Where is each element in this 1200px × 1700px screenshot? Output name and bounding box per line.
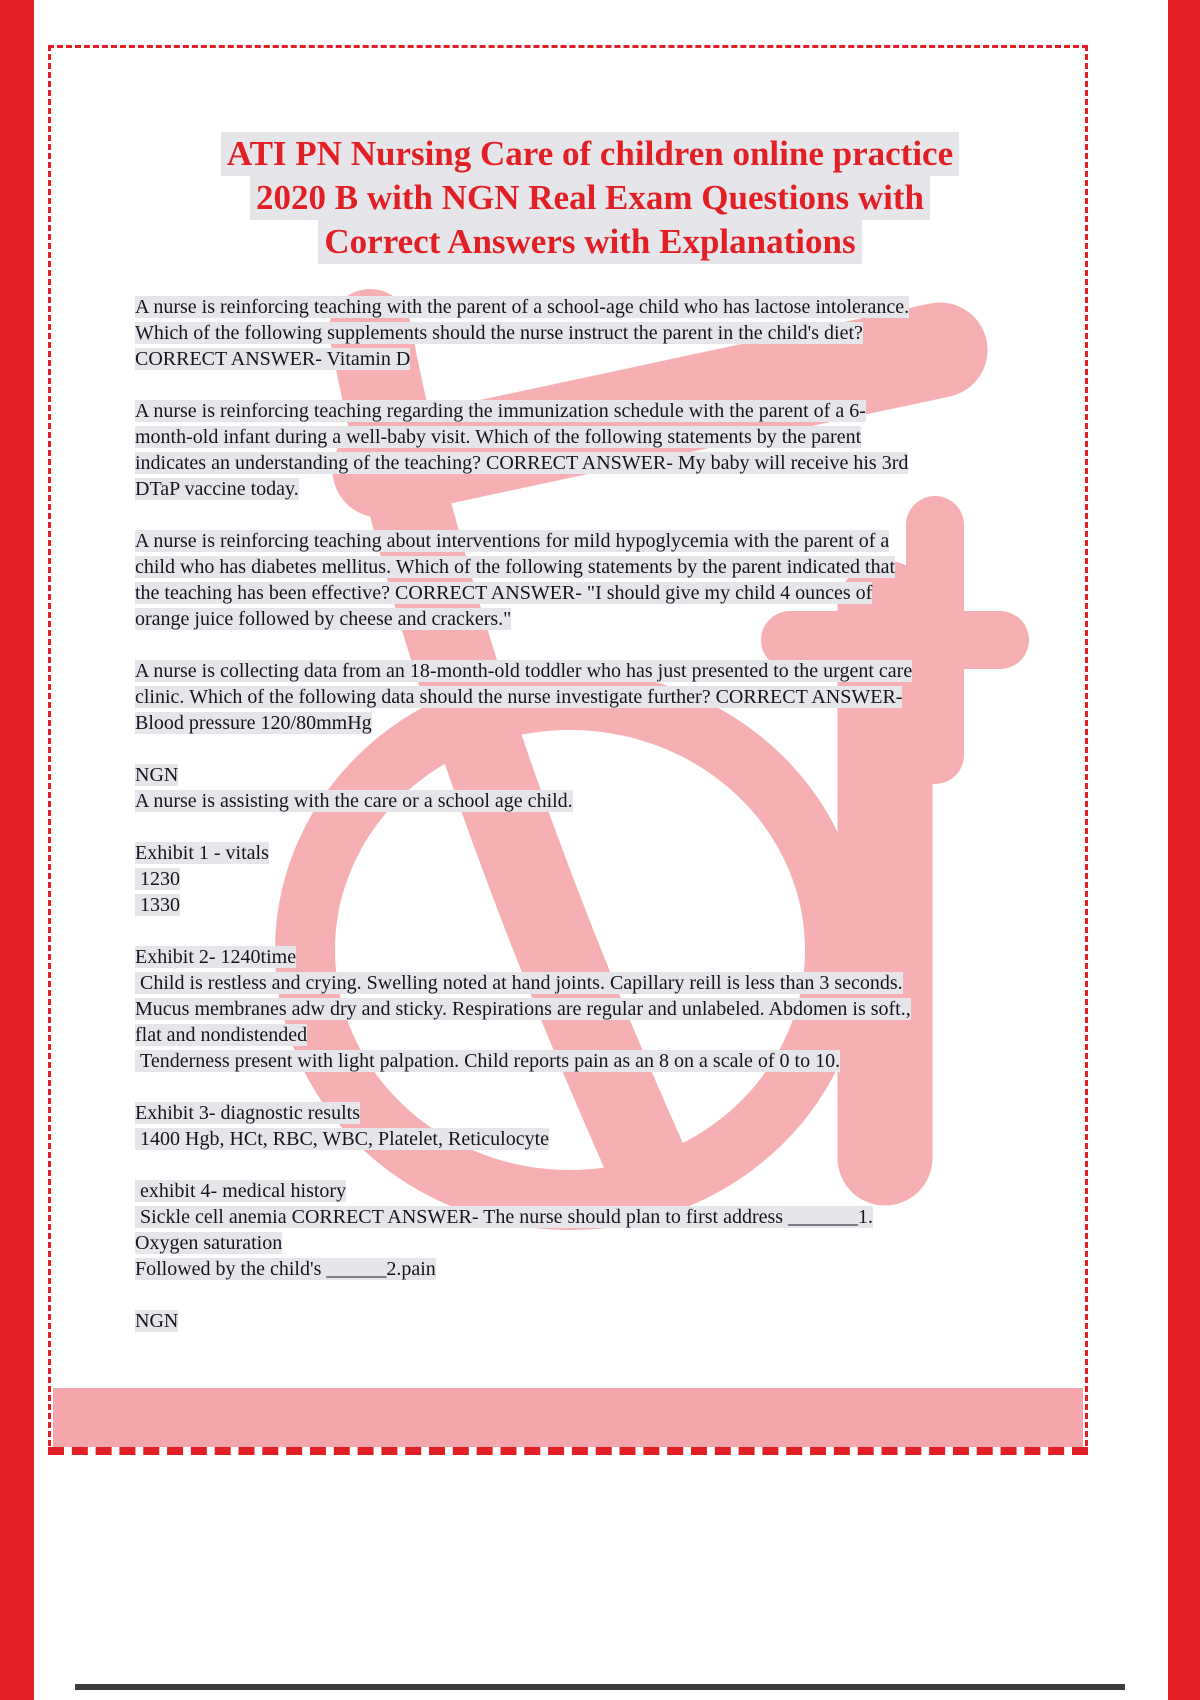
paragraph <box>135 944 1045 1074</box>
text-line: NGN <box>135 764 179 786</box>
text-line-row <box>135 1126 1045 1152</box>
text-line-row <box>135 450 1045 476</box>
text-line-row <box>135 320 1045 346</box>
text-line: A nurse is reinforcing teaching with the parent of a school-age child who has lactose intolerance. <box>135 296 910 318</box>
text-line-row <box>135 996 1045 1022</box>
title-line: Correct Answers with Explanations <box>318 220 861 264</box>
text-line-row <box>135 944 1045 970</box>
text-line: Followed by the child's ______2.pain <box>135 1258 436 1280</box>
text-line: Exhibit 2- 1240time <box>135 946 297 968</box>
text-line-row <box>135 346 1045 372</box>
text-line-row <box>135 1256 1045 1282</box>
text-line: Mucus membranes adw dry and sticky. Respirations are regular and unlabeled. Abdomen is soft., <box>135 998 911 1020</box>
text-line: Exhibit 3- diagnostic results <box>135 1102 360 1124</box>
text-line-row <box>135 1048 1045 1074</box>
text-line: A nurse is collecting data from an 18-month-old toddler who has just presented to the urgent care <box>135 660 913 682</box>
title-line: 2020 B with NGN Real Exam Questions with <box>250 176 930 220</box>
text-line-row <box>135 554 1045 580</box>
text-line: A nurse is reinforcing teaching about interventions for mild hypoglycemia with the parent of a <box>135 530 890 552</box>
text-line: flat and nondistended <box>135 1024 308 1046</box>
paragraph <box>135 658 1045 736</box>
text-line: A nurse is assisting with the care or a school age child. <box>135 790 573 812</box>
text-line-row <box>135 606 1045 632</box>
text-line-row <box>135 528 1045 554</box>
text-line: 1400 Hgb, HCt, RBC, WBC, Platelet, Reticulocyte <box>135 1128 550 1150</box>
paragraph <box>135 840 1045 918</box>
document-body <box>135 294 1045 1334</box>
text-line-row <box>135 1230 1045 1256</box>
text-line-row <box>135 658 1045 684</box>
paragraph <box>135 1178 1045 1282</box>
text-line-row <box>135 892 1045 918</box>
paragraph <box>135 398 1045 502</box>
text-line: child who has diabetes mellitus. Which of the following statements by the parent indicated that <box>135 556 895 578</box>
text-line: exhibit 4- medical history <box>135 1180 347 1202</box>
text-line: indicates an understanding of the teaching? CORRECT ANSWER- My baby will receive his 3rd <box>135 452 909 474</box>
footer-rule <box>75 1684 1125 1690</box>
text-line-row <box>135 970 1045 996</box>
text-line: DTaP vaccine today. <box>135 478 299 500</box>
text-line: Oxygen saturation <box>135 1232 283 1254</box>
text-line-row <box>135 1204 1045 1230</box>
paragraph <box>135 1100 1045 1152</box>
document-content <box>51 48 1085 1334</box>
text-line-row <box>135 866 1045 892</box>
text-line-row <box>135 424 1045 450</box>
text-line-row <box>135 762 1045 788</box>
text-line: NGN <box>135 1310 179 1332</box>
text-line: orange juice followed by cheese and crackers." <box>135 608 512 630</box>
document-title <box>135 132 1045 264</box>
paragraph <box>135 762 1045 814</box>
text-line: A nurse is reinforcing teaching regarding the immunization schedule with the parent of a 6- <box>135 400 866 422</box>
dashed-border-frame <box>48 45 1088 1455</box>
text-line: 1230 <box>135 868 180 890</box>
text-line-row <box>135 294 1045 320</box>
text-line-row <box>135 684 1045 710</box>
text-line: the teaching has been effective? CORRECT ANSWER- "I should give my child 4 ounces of <box>135 582 873 604</box>
text-line: Exhibit 1 - vitals <box>135 842 269 864</box>
text-line: 1330 <box>135 894 180 916</box>
text-line-row <box>135 788 1045 814</box>
paragraph <box>135 1308 1045 1334</box>
left-red-strip <box>0 0 34 1700</box>
text-line-row <box>135 710 1045 736</box>
text-line-row <box>135 840 1045 866</box>
title-line: ATI PN Nursing Care of children online practice <box>221 132 959 176</box>
text-line: clinic. Which of the following data should the nurse investigate further? CORRECT ANSWER- <box>135 686 903 708</box>
text-line-row <box>135 580 1045 606</box>
text-line: Tenderness present with light palpation. Child reports pain as an 8 on a scale of 0 to 10. <box>135 1050 841 1072</box>
text-line-row <box>135 398 1045 424</box>
text-line-row <box>135 1100 1045 1126</box>
paragraph <box>135 294 1045 372</box>
text-line-row <box>135 476 1045 502</box>
text-line: Sickle cell anemia CORRECT ANSWER- The nurse should plan to first address _______1. <box>135 1206 874 1228</box>
text-line-row <box>135 1308 1045 1334</box>
text-line-row <box>135 1178 1045 1204</box>
paragraph <box>135 528 1045 632</box>
text-line: CORRECT ANSWER- Vitamin D <box>135 348 411 370</box>
text-line: Child is restless and crying. Swelling noted at hand joints. Capillary reill is less than 3 seconds. <box>135 972 903 994</box>
text-line: month-old infant during a well-baby visit. Which of the following statements by the parent <box>135 426 862 448</box>
text-line: Blood pressure 120/80mmHg <box>135 712 372 734</box>
text-line-row <box>135 1022 1045 1048</box>
right-red-strip <box>1168 0 1200 1700</box>
text-line: Which of the following supplements should the nurse instruct the parent in the child's diet? <box>135 322 863 344</box>
